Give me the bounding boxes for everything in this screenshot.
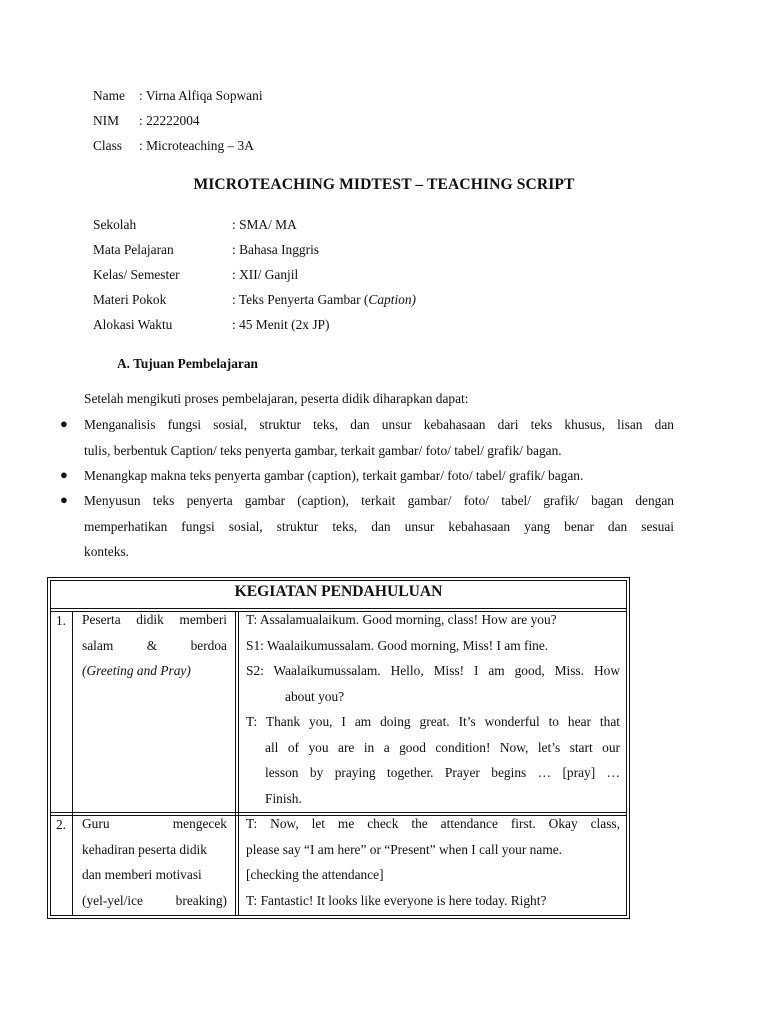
activity-line: (yel-yel/ice breaking) (82, 892, 227, 908)
table-column-divider (238, 611, 239, 916)
meta-row-mata-pelajaran (93, 240, 319, 260)
activity-cell (82, 607, 227, 684)
document-title: MICROTEACHING MIDTEST – TEACHING SCRIPT (193, 176, 575, 193)
student-nim-row (93, 111, 200, 131)
meta-value: : 45 Menit (2x JP) (232, 317, 330, 332)
meta-label: Kelas/ Semester (93, 267, 180, 282)
activity-cell (82, 811, 227, 913)
bullet-line: Menyusun teks penyerta gambar (caption), terkait gambar/ foto/ tabel/ grafik/ bagan dengan (84, 493, 674, 508)
meta-row-kelas-semester (93, 265, 298, 285)
bullet-icon: ● (60, 416, 68, 431)
dialogue-line: T: Now, let me check the attendance first. Okay class, (246, 816, 620, 831)
name-label: Name (93, 88, 125, 103)
meta-label: Sekolah (93, 217, 137, 232)
table-header: KEGIATAN PENDAHULUAN (234, 583, 443, 600)
meta-value: : Teks Penyerta Gambar ( (232, 292, 369, 307)
dialogue-line: please say “I am here” or “Present” when I call your name. (246, 841, 563, 857)
activity-line: Guru mengecek (82, 816, 227, 831)
meta-row-alokasi-waktu (93, 315, 329, 335)
activity-line: dan memberi motivasi (82, 867, 202, 882)
student-name-row (93, 86, 263, 106)
bullet-icon: ● (60, 467, 68, 482)
meta-label: Alokasi Waktu (93, 317, 173, 332)
class-label: Class (93, 138, 123, 153)
dialogue-line: T: Thank you, I am doing great. It’s wonderful to hear that (246, 714, 620, 729)
dialogue-line: S1: Waalaikumussalam. Good morning, Miss! I am fine. (246, 637, 549, 653)
activity-line: (Greeting and Pray) (82, 663, 191, 678)
dialogue-line: T: Assalamualaikum. Good morning, class! How are you? (246, 612, 557, 627)
name-value: : Virna Alfiqa Sopwani (139, 88, 263, 103)
activity-line: Peserta didik memberi (82, 612, 227, 627)
bullet-line: tulis, berbentuk Caption/ teks penyerta gambar, terkait gambar/ foto/ tabel/ grafik/ bagan. (84, 442, 562, 458)
meta-label: Materi Pokok (93, 292, 167, 307)
bullet-line: memperhatikan fungsi sosial, struktur teks, dan unsur kebahasaan yang benar dan sesuai (84, 518, 674, 534)
table-column-divider (235, 611, 236, 916)
meta-value: : SMA/ MA (232, 217, 297, 232)
dialogue-cell (246, 607, 620, 811)
section-heading: A. Tujuan Pembelajaran (117, 356, 258, 371)
dialogue-line: all of you are in a good condition! Now, let’s start our (265, 739, 620, 755)
activity-line: salam & berdoa (82, 637, 227, 653)
bullet-line: Menganalisis fungsi sosial, struktur teks, dan unsur kebahasaan dari teks khusus, lisan dan (84, 417, 674, 432)
bullet-item (84, 488, 674, 565)
nim-value: : 22222004 (139, 113, 200, 128)
row-number: 1. (55, 613, 67, 628)
meta-row-materi-pokok (93, 290, 416, 310)
meta-value-italic: Caption) (368, 292, 417, 307)
activity-line: kehadiran peserta didik (82, 841, 207, 857)
dialogue-line: about you? (285, 688, 345, 704)
row-number: 2. (55, 817, 67, 832)
dialogue-cell (246, 811, 620, 913)
dialogue-line: T: Fantastic! It looks like everyone is here today. Right? (246, 892, 547, 908)
meta-value: : XII/ Ganjil (232, 267, 299, 282)
nim-label: NIM (93, 113, 120, 128)
dialogue-line: S2: Waalaikumussalam. Hello, Miss! I am good, Miss. How (246, 663, 620, 678)
meta-value: : Bahasa Inggris (232, 242, 320, 257)
dialogue-line: lesson by praying together. Prayer begins … [pray] … (265, 765, 620, 780)
dialogue-line: [checking the attendance] (246, 867, 384, 882)
class-value: : Microteaching – 3A (139, 138, 254, 153)
table-column-divider (72, 611, 73, 916)
bullet-item (84, 463, 674, 489)
section-intro: Setelah mengikuti proses pembelajaran, peserta didik diharapkan dapat: (84, 391, 469, 406)
student-class-row (93, 136, 254, 156)
bullet-icon: ● (60, 492, 68, 507)
bullet-line: konteks. (84, 544, 130, 559)
bullet-item (84, 412, 674, 463)
bullet-line: Menangkap makna teks penyerta gambar (caption), terkait gambar/ foto/ tabel/ grafik/ bagan. (84, 468, 584, 483)
meta-row-sekolah (93, 215, 297, 235)
meta-label: Mata Pelajaran (93, 242, 174, 257)
dialogue-line: Finish. (265, 790, 302, 806)
